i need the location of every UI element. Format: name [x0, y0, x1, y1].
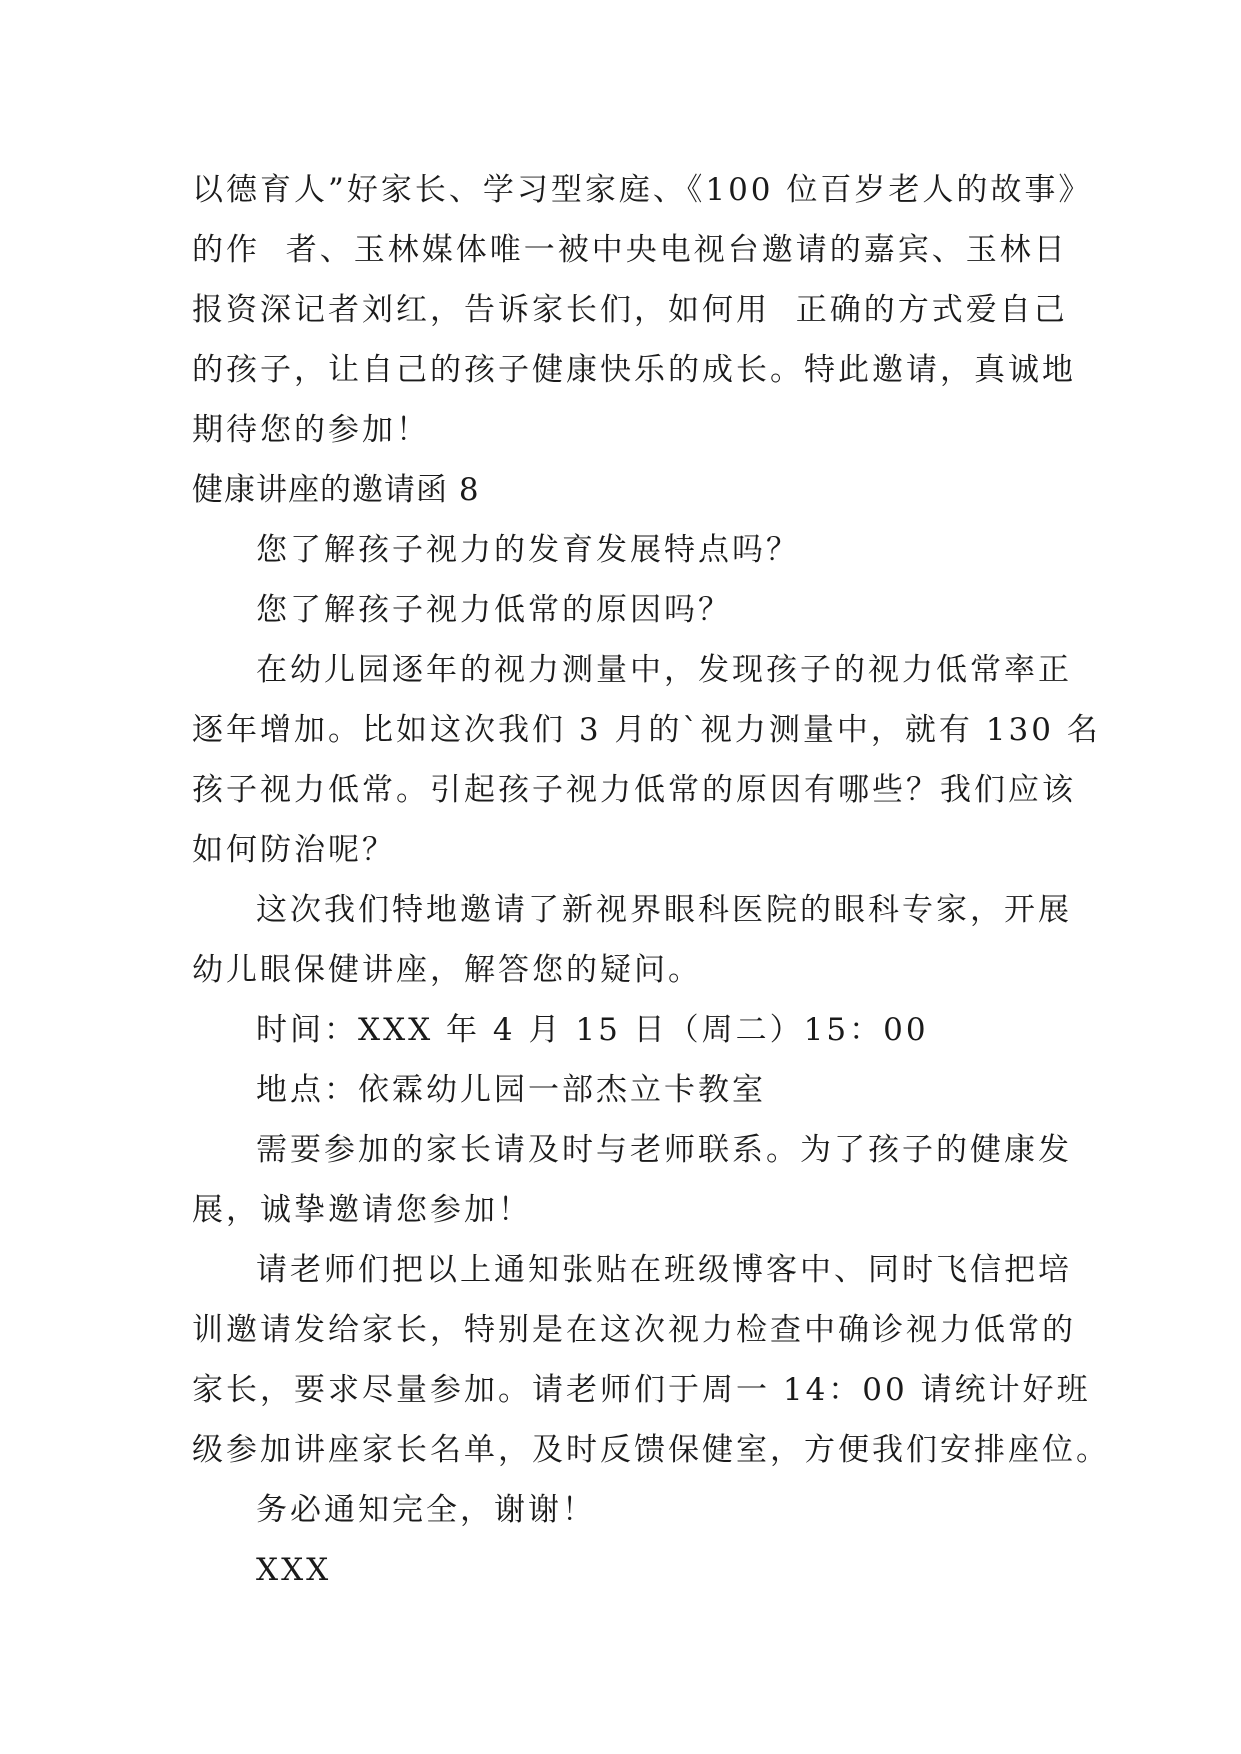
intro-line: 的作 者、玉林媒体唯一被中央电视台邀请的嘉宾、玉林日	[192, 232, 1068, 268]
body-line: 请老师们把以上通知张贴在班级博客中、同时飞信把培	[256, 1252, 1072, 1288]
intro-line: 的孩子，让自己的孩子健康快乐的成长。特此邀请，真诚地	[192, 352, 1076, 388]
body-line: 这次我们特地邀请了新视界眼科医院的眼科专家，开展	[256, 892, 1072, 928]
document-body	[192, 160, 1110, 1600]
body-paragraphs	[192, 520, 1110, 1600]
body-line: 级参加讲座家长名单，及时反馈保健室，方便我们安排座位。	[192, 1432, 1110, 1468]
body-line: 务必通知完全，谢谢！	[256, 1492, 596, 1528]
body-line: XXX	[256, 1552, 332, 1588]
body-line: 孩子视力低常。引起孩子视力低常的原因有哪些？我们应该	[192, 772, 1076, 808]
intro-line: 以德育人”好家长、学习型家庭、《100 位百岁老人的故事》	[192, 172, 1093, 208]
body-line: 地点：依霖幼儿园一部杰立卡教室	[256, 1072, 766, 1108]
body-line: 您了解孩子视力的发育发展特点吗？	[256, 532, 800, 568]
body-line: 逐年增加。比如这次我们 3 月的`视力测量中，就有 130 名	[192, 712, 1101, 748]
body-line: 您了解孩子视力低常的原因吗？	[256, 592, 732, 628]
body-line: 家长，要求尽量参加。请老师们于周一 14：00 请统计好班	[192, 1372, 1091, 1408]
body-line: 时间：XXX 年 4 月 15 日（周二）15：00	[256, 1012, 929, 1048]
body-line: 需要参加的家长请及时与老师联系。为了孩子的健康发	[256, 1132, 1072, 1168]
intro-line: 报资深记者刘红，告诉家长们，如何用 正确的方式爱自己	[192, 292, 1068, 328]
intro-line: 期待您的参加！	[192, 412, 430, 448]
body-line: 在幼儿园逐年的视力测量中，发现孩子的视力低常率正	[256, 652, 1072, 688]
body-line: 如何防治呢？	[192, 832, 396, 868]
section-title: 健康讲座的邀请函 8	[192, 472, 480, 508]
body-line: 训邀请发给家长，特别是在这次视力检查中确诊视力低常的	[192, 1312, 1076, 1348]
body-line: 幼儿眼保健讲座，解答您的疑问。	[192, 952, 702, 988]
body-line: 展，诚挚邀请您参加！	[192, 1192, 532, 1228]
